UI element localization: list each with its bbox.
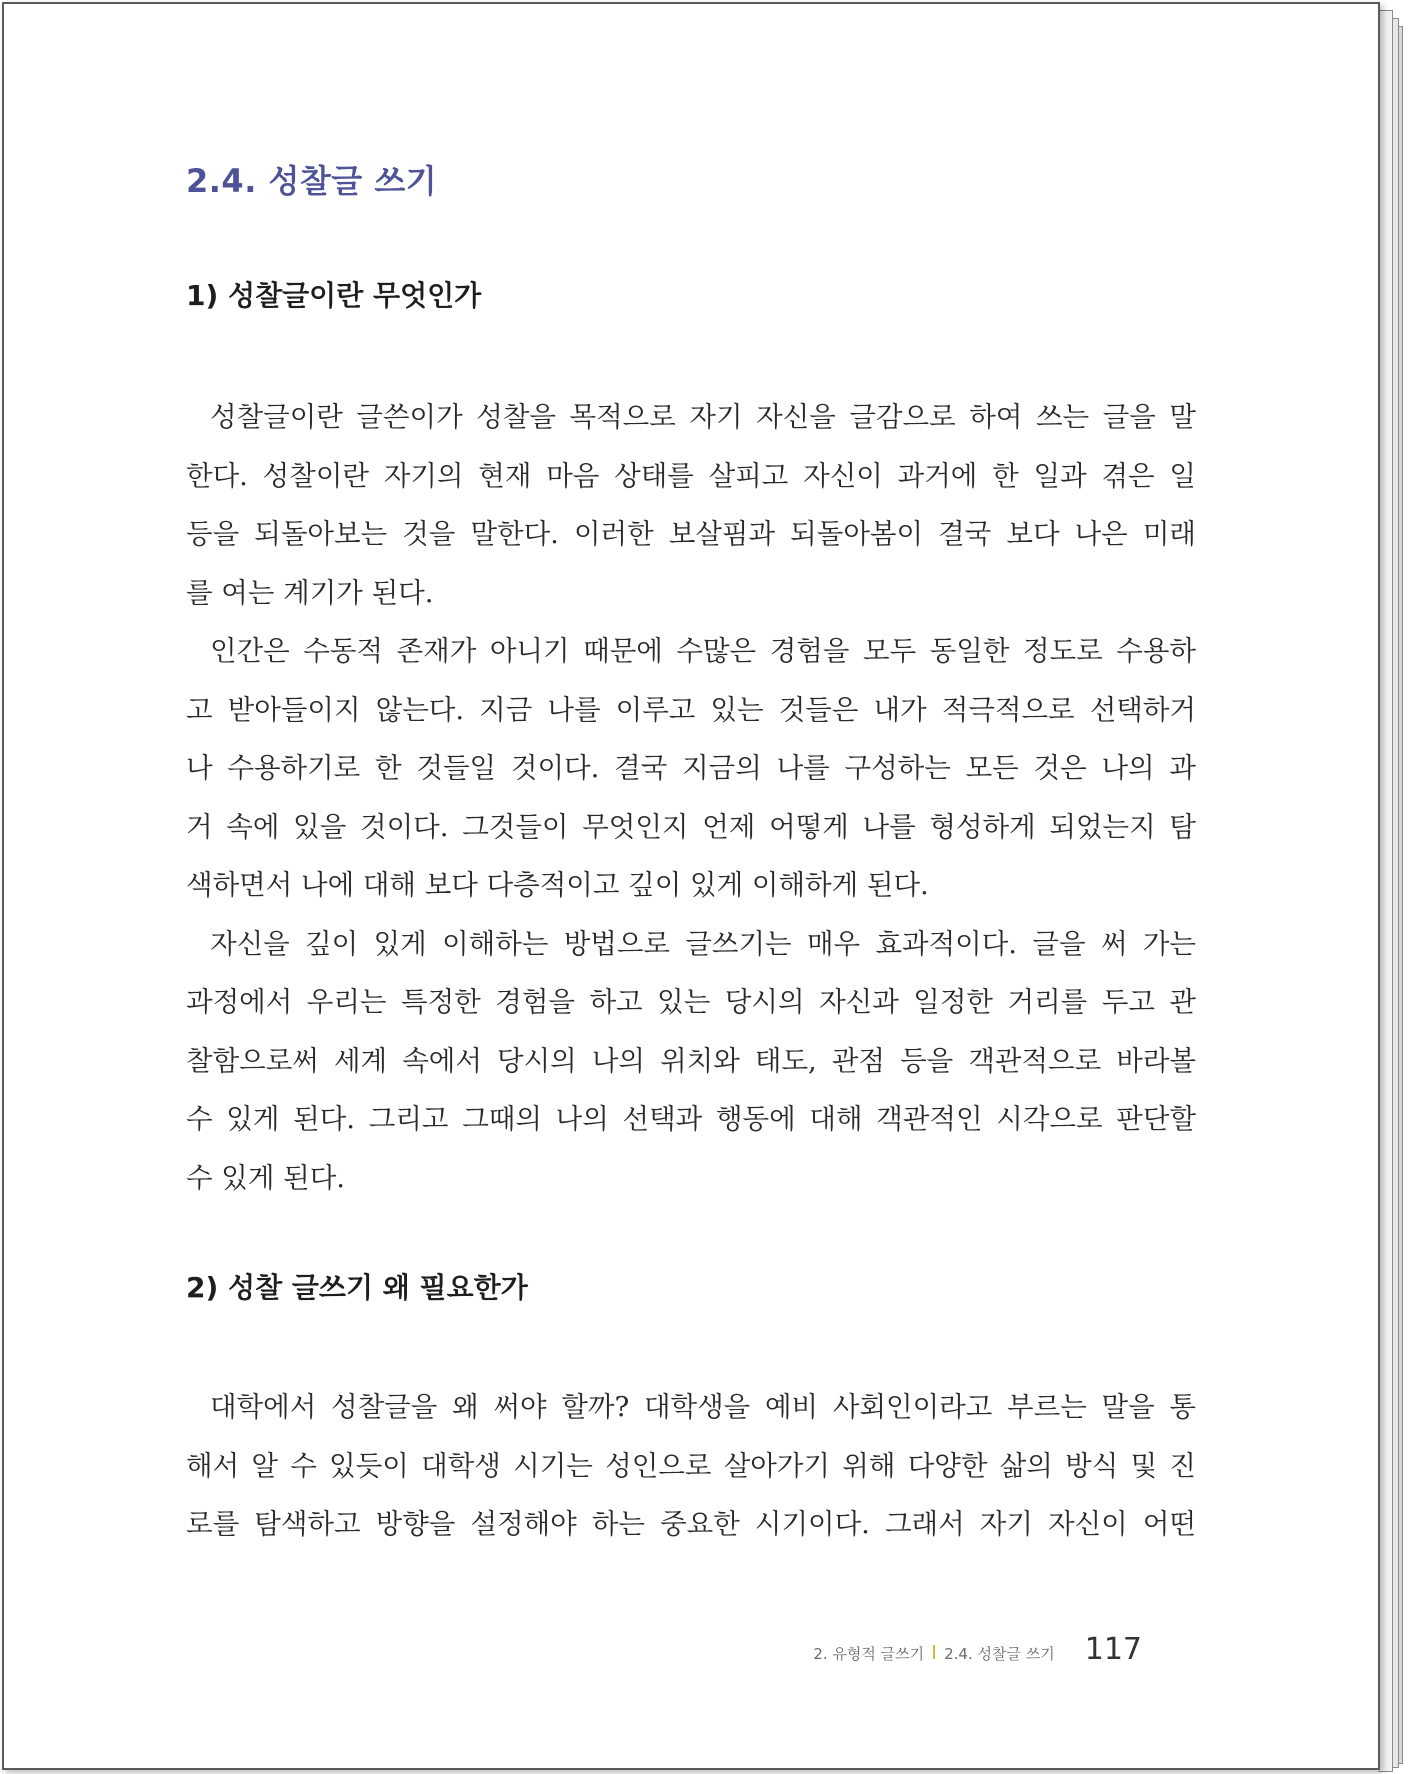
text-line: 고 받아들이지 않는다. 지금 나를 이루고 있는 것들은 내가 적극적으로 선택하거 <box>186 693 1196 726</box>
text-line: 로를 탐색하고 방향을 설정해야 하는 중요한 시기이다. 그래서 자기 자신이 어떤 <box>186 1508 1196 1540</box>
text-line: 찰함으로써 세계 속에서 당시의 나의 위치와 태도, 관점 등을 객관적으로 바라볼 <box>186 1044 1196 1077</box>
text-line: 나 수용하기로 한 것들일 것이다. 결국 지금의 나를 구성하는 모든 것은 나의 과 <box>186 752 1196 784</box>
text-line: 색하면서 나에 대해 보다 다층적이고 깊이 있게 이해하게 된다. <box>186 869 929 901</box>
text-line: 를 여는 계기가 된다. <box>186 576 434 609</box>
text-line: 수 있게 된다. <box>186 1161 346 1194</box>
text-line: 인간은 수동적 존재가 아니기 때문에 수많은 경험을 모두 동일한 정도로 수용하 <box>210 635 1196 667</box>
text-line: 성찰글이란 글쓴이가 성찰을 목적으로 자기 자신을 글감으로 하여 쓰는 글을 말 <box>210 401 1196 433</box>
subsection-heading-1: 1) 성찰글이란 무엇인가 <box>186 279 482 312</box>
footer-separator <box>933 1645 935 1659</box>
page-footer <box>813 1632 1142 1667</box>
footer-section: 2.4. 성찰글 쓰기 <box>944 1645 1055 1663</box>
text-line: 한다. 성찰이란 자기의 현재 마음 상태를 살피고 자신이 과거에 한 일과 겪은 일 <box>186 459 1196 492</box>
text-line: 자신을 깊이 있게 이해하는 방법으로 글쓰기는 매우 효과적이다. 글을 써 가는 <box>210 927 1196 960</box>
page-number: 117 <box>1084 1632 1142 1667</box>
body-text-2 <box>186 1378 1196 1554</box>
text-line: 과정에서 우리는 특정한 경험을 하고 있는 당시의 자신과 일정한 거리를 두고 관 <box>186 986 1196 1018</box>
footer-chapter: 2. 유형적 글쓰기 <box>813 1645 925 1663</box>
text-line: 등을 되돌아보는 것을 말한다. 이러한 보살핌과 되돌아봄이 결국 보다 나은 미래 <box>186 518 1196 550</box>
book-page <box>2 2 1380 1770</box>
subsection-heading-2: 2) 성찰 글쓰기 왜 필요한가 <box>186 1271 528 1304</box>
text-line: 해서 알 수 있듯이 대학생 시기는 성인으로 살아가기 위해 다양한 삶의 방식 및 진 <box>186 1449 1196 1482</box>
text-line: 거 속에 있을 것이다. 그것들이 무엇인지 언제 어떻게 나를 형성하게 되었는지 탐 <box>186 810 1196 843</box>
section-title: 2.4. 성찰글 쓰기 <box>186 162 438 200</box>
page-edge-stack <box>1378 10 1393 1772</box>
body-text-1 <box>186 388 1196 1207</box>
text-line: 수 있게 된다. 그리고 그때의 나의 선택과 행동에 대해 객관적인 시각으로 판단할 <box>186 1103 1196 1135</box>
text-line: 대학에서 성찰글을 왜 써야 할까? 대학생을 예비 사회인이라고 부르는 말을 통 <box>210 1391 1196 1423</box>
